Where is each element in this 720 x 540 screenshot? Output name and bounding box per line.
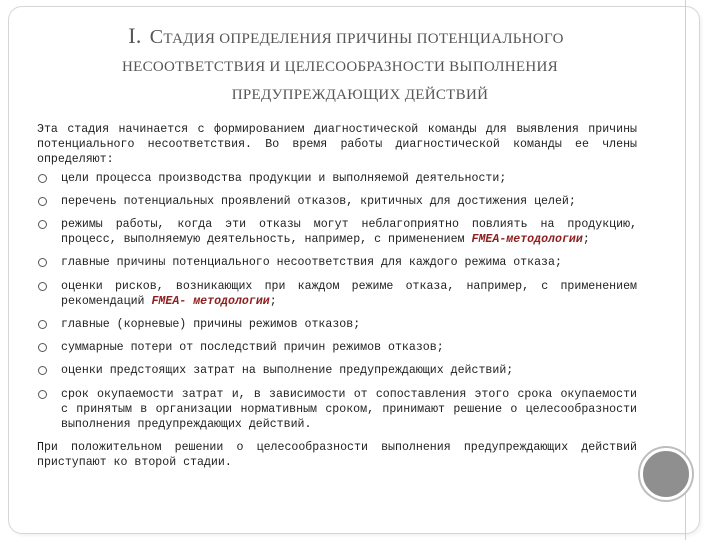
list-item [37,363,637,378]
title-drop-cap: С [149,26,164,48]
fmea-highlight: FMEA- методологии [151,294,270,308]
circle-bullet-icon [38,220,47,229]
list-item [37,317,637,332]
list-item [37,279,637,309]
list-item-text: срок окупаемости затрат и, в зависимости от сопоставления этого срока окупаемости с принятым в организации нормативным сроком, принимают решение о целесообразности выполнения предупреждающих действий. [61,387,637,432]
list-item [37,171,637,186]
title-number: I. [128,23,142,48]
circle-bullet-icon [38,174,47,183]
title-line-1 [32,22,660,53]
list-item-text: суммарные потери от последствий причин режимов отказов; [61,341,444,355]
circle-bullet-icon [38,390,47,399]
circle-bullet-icon [38,366,47,375]
outro-paragraph: При положительном решении о целесообразности выполнения предупреждающих действий приступают ко второй стадии. [37,441,637,470]
item-list [37,171,637,433]
list-item [37,387,637,433]
list-item-text: цели процесса производства продукции и выполняемой деятельности; [61,171,507,185]
slide-body [37,122,637,471]
circle-bullet-icon [38,343,47,352]
fmea-highlight: FMEA-методологии [471,233,583,247]
list-item-text: перечень потенциальных проявлений отказов, критичных для достижения целей; [61,194,576,208]
circle-bullet-icon [38,320,47,329]
list-item-end: ; [582,233,590,247]
list-item [37,217,637,247]
list-item-text: главные причины потенциального несоответствия для каждого режима отказа; [61,256,562,270]
list-item-text: оценки рисков, возникающих при каждом режиме отказа, например, с применением рекомендаций [61,279,637,308]
title-line-1-text: ТАДИЯ ОПРЕДЕЛЕНИЯ ПРИЧИНЫ ПОТЕНЦИАЛЬНОГО [163,31,564,47]
list-item-text: главные (корневые) причины режимов отказов; [61,318,361,332]
slide-title [20,22,660,109]
decorative-circle-icon [640,448,692,500]
list-item [37,255,637,270]
circle-bullet-icon [38,258,47,267]
list-item-end: ; [269,294,277,308]
list-item-text: режимы работы, когда эти отказы могут неблагоприятно повлиять на продукцию, процесс, выполняемую деятельность, например, с применением [61,218,637,247]
list-item [37,194,637,209]
title-line-3: ПРЕДУПРЕЖДАЮЩИХ ДЕЙСТВИЙ [231,87,489,103]
circle-bullet-icon [38,197,47,206]
list-item [37,340,637,355]
title-line-2: НЕСООТВЕТСТВИЯ И ЦЕЛЕСООБРАЗНОСТИ ВЫПОЛНЕНИЯ [122,59,558,75]
list-item-text: оценки предстоящих затрат на выполнение предупреждающих действий; [61,364,514,378]
intro-paragraph: Эта стадия начинается с формированием диагностической команды для выявления причины потенциального несоответствия. Во время работы диагностической команды ее члены определяют: [37,123,637,167]
circle-bullet-icon [38,282,47,291]
